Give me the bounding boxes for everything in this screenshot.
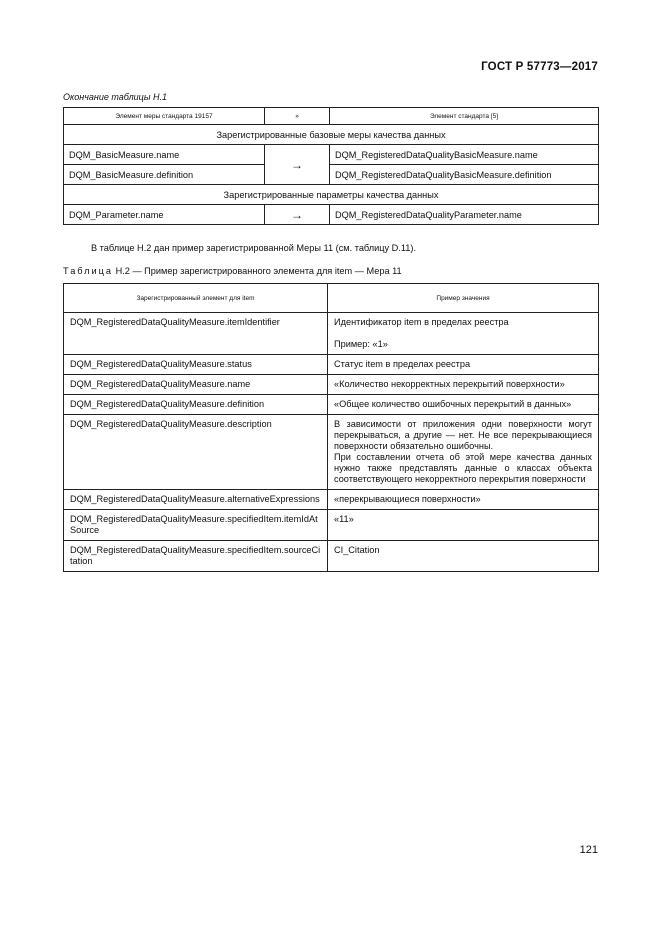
description-paragraph: В зависимости от приложения одни поверхности могут перекрываться, а другие — нет. Не все перекрывающиеся поверхности обязательно ошибочны. bbox=[334, 419, 592, 451]
document-standard-header: ГОСТ Р 57773—2017 bbox=[481, 61, 598, 73]
table2-header-row bbox=[64, 284, 599, 313]
table2-caption-text: Н.2 — Пример зарегистрированного элемента для item — Мера 11 bbox=[115, 266, 402, 276]
arrow-icon: → bbox=[265, 205, 330, 225]
table2-element-cell: DQM_RegisteredDataQualityMeasure.alternativeExpressions bbox=[64, 490, 328, 510]
table1 bbox=[63, 107, 599, 225]
table1-section1: Зарегистрированные базовые меры качества данных bbox=[64, 125, 599, 145]
description-paragraph: При составлении отчета об этой мере качества данных нужно также представлять данные о классах объекта соответствующего некорректного перекрытия поверхности bbox=[334, 452, 592, 484]
table1-cell: DQM_BasicMeasure.definition bbox=[64, 165, 265, 185]
table-row bbox=[64, 145, 599, 165]
table2-element-cell: DQM_RegisteredDataQualityMeasure.definition bbox=[64, 395, 328, 415]
table1-header-col3: Элемент стандарта [5] bbox=[330, 108, 599, 125]
table-row bbox=[64, 510, 599, 541]
table2-element-cell: DQM_RegisteredDataQualityMeasure.specifiedItem.itemIdAtSource bbox=[64, 510, 328, 541]
table2-value-cell: «Количество некорректных перекрытий поверхности» bbox=[328, 375, 599, 395]
arrow-icon: → bbox=[265, 145, 330, 185]
table-row bbox=[64, 490, 599, 510]
table-row bbox=[64, 541, 599, 572]
table2-value-cell: «Общее количество ошибочных перекрытий в данных» bbox=[328, 395, 599, 415]
page-number: 121 bbox=[579, 844, 598, 856]
table-row bbox=[64, 415, 599, 490]
body-paragraph: В таблице Н.2 дан пример зарегистрированной Меры 11 (см. таблицу D.11). bbox=[91, 243, 417, 253]
table1-cell: DQM_Parameter.name bbox=[64, 205, 265, 225]
table2-value-cell: CI_Citation bbox=[328, 541, 599, 572]
value-text: Идентификатор item в пределах реестра bbox=[334, 317, 509, 327]
table-row bbox=[64, 205, 599, 225]
table1-section2: Зарегистрированные параметры качества данных bbox=[64, 185, 599, 205]
table2-value-cell bbox=[328, 313, 599, 355]
table2-element-cell: DQM_RegisteredDataQualityMeasure.description bbox=[64, 415, 328, 490]
value-example: Пример: «1» bbox=[334, 339, 388, 349]
table1-header-col2: » bbox=[265, 108, 330, 125]
table2-caption bbox=[63, 266, 402, 276]
table1-header-row bbox=[64, 108, 599, 125]
table2 bbox=[63, 283, 599, 572]
table1-cell: DQM_BasicMeasure.name bbox=[64, 145, 265, 165]
table1-cell: DQM_RegisteredDataQualityParameter.name bbox=[330, 205, 599, 225]
table2-value-cell: «11» bbox=[328, 510, 599, 541]
table-row bbox=[64, 355, 599, 375]
table2-caption-prefix: Таблица bbox=[63, 266, 114, 276]
table2-value-cell: «перекрывающиеся поверхности» bbox=[328, 490, 599, 510]
table1-cell: DQM_RegisteredDataQualityBasicMeasure.name bbox=[330, 145, 599, 165]
table2-element-cell: DQM_RegisteredDataQualityMeasure.name bbox=[64, 375, 328, 395]
table1-cell: DQM_RegisteredDataQualityBasicMeasure.definition bbox=[330, 165, 599, 185]
table-row bbox=[64, 395, 599, 415]
table1-caption: Окончание таблицы Н.1 bbox=[63, 92, 167, 102]
table2-value-cell bbox=[328, 415, 599, 490]
table-row bbox=[64, 375, 599, 395]
table2-element-cell: DQM_RegisteredDataQualityMeasure.itemIdentifier bbox=[64, 313, 328, 355]
table1-section-row bbox=[64, 185, 599, 205]
table-row bbox=[64, 313, 599, 355]
table2-element-cell: DQM_RegisteredDataQualityMeasure.specifiedItem.sourceCitation bbox=[64, 541, 328, 572]
table1-section-row bbox=[64, 125, 599, 145]
table1-header-col1: Элемент меры стандарта 19157 bbox=[64, 108, 265, 125]
table2-header-col1: Зарегистрированный элемент для item bbox=[64, 284, 328, 313]
table-row bbox=[64, 165, 599, 185]
table2-value-cell: Статус item в пределах реестра bbox=[328, 355, 599, 375]
table2-header-col2: Пример значения bbox=[328, 284, 599, 313]
table2-element-cell: DQM_RegisteredDataQualityMeasure.status bbox=[64, 355, 328, 375]
